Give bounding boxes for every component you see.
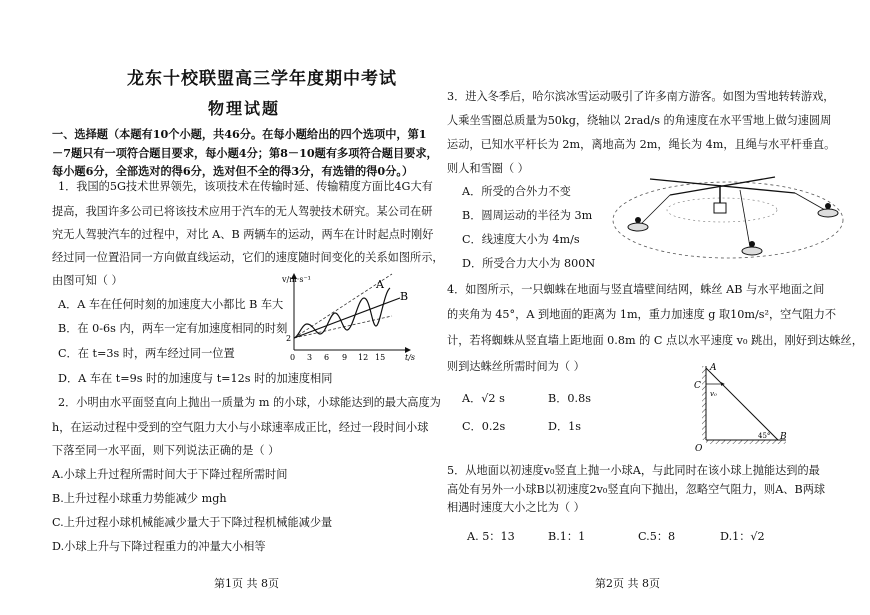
q5-option-d: D.1：√2 xyxy=(720,530,765,543)
q1-stem-line-5: 由图可知（ ） xyxy=(52,274,123,287)
q5-option-a: A. 5：13 xyxy=(467,530,515,543)
q3-option-a: A．所受的合外力不变 xyxy=(462,185,571,198)
q2-option-b: B.上升过程小球重力势能减少 mgh xyxy=(52,492,227,505)
q5-option-c: C.5：8 xyxy=(638,530,676,543)
left-page-footer: 第1页 共 8页 xyxy=(214,577,279,590)
q1-stem-line-3: 究无人驾驶汽车的过程中，对比 A、B 两辆车的运动，两车在计时起点时刚好 xyxy=(52,228,434,241)
q3-person-right xyxy=(825,203,831,209)
q3-stem-line-1: 3．进入冬季后，哈尔滨冰雪运动吸引了许多南方游客。如图为雪地转转游戏， xyxy=(447,90,835,103)
q2-option-a: A.小球上升过程所需时间大于下降过程所需时间 xyxy=(52,468,288,481)
q4-stem-line-4: 则到达蛛丝所需时间为（ ） xyxy=(447,360,585,373)
q1-vt-graph xyxy=(280,268,430,364)
right-page xyxy=(435,0,870,615)
q3-person-front xyxy=(749,241,755,247)
q5-stem-line-3: 相遇时速度大小之比为（ ） xyxy=(447,501,585,514)
q5-stem-line-2: 高处有另外一小球B以初速度2v₀竖直向下抛出，忽略空气阻力，则A、B两球 xyxy=(447,483,826,496)
q1-x-tick-12: 12 xyxy=(358,353,369,362)
q4-label-c: C xyxy=(694,381,701,391)
section1-line-1: 一、选择题（本题有10个小题，共46分。在每小题给出的四个选项中，第1 xyxy=(52,127,427,141)
exam-title: 龙东十校联盟高三学年度期中考试 xyxy=(127,69,397,89)
q2-option-c: C.上升过程小球机械能减少量大于下降过程机械能减少量 xyxy=(52,516,333,529)
q3-rope-right xyxy=(795,193,825,210)
q4-angle-label: 45° xyxy=(758,432,771,440)
q1-label-a: A xyxy=(376,278,384,291)
q3-snow-ring-left xyxy=(628,223,648,231)
q2-option-d: D.小球上升与下降过程重力的冲量大小相等 xyxy=(52,540,266,553)
q1-x-tick-3: 3 xyxy=(307,353,313,362)
q1-option-a: A．A 车在任何时刻的加速度大小都比 B 车大 xyxy=(58,298,284,311)
q1-option-b: B．在 0-6s 内，两车一定有加速度相同的时刻 xyxy=(58,322,288,335)
section1-line-2: －7题只有一项符合题目要求，每小题4分；第8－10题有多项符合题目要求， xyxy=(52,146,438,160)
q1-stem-line-1: 1．我国的5G技术世界领先，该项技术在传输时延、传输精度方面比4G大有 xyxy=(58,180,433,193)
q4-wall-hatch xyxy=(702,366,706,440)
q2-stem-line-3: 下落至同一水平面，则下列说法正确的是（ ） xyxy=(52,444,280,457)
q4-label-v0: v₀ xyxy=(710,390,717,398)
q4-option-d: D．1s xyxy=(548,420,582,433)
q4-stem-line-1: 4．如图所示，一只蜘蛛在地面与竖直墙壁间结网，蛛丝 AB 与水平地面之间 xyxy=(447,283,825,296)
q4-silk-ab xyxy=(706,368,778,440)
right-page-footer: 第2页 共 8页 xyxy=(595,577,660,590)
q1-origin-label: 0 xyxy=(290,353,296,362)
q3-stem-line-3: 运动，已知水平杆长为 2m，离地高为 2m，绳长为 4m，且绳与水平杆垂直。 xyxy=(447,138,836,151)
section1-line-3: 每小题6分，全部选对的得6分，选对但不全的得3分，有选错的得0分。） xyxy=(52,164,414,178)
q3-rope-front xyxy=(740,190,750,247)
q5-option-b: B.1：1 xyxy=(548,530,586,543)
q1-line-a xyxy=(294,288,390,338)
q3-option-b: B．圆周运动的半径为 3m xyxy=(462,209,593,222)
q4-option-b: B．0.8s xyxy=(548,392,591,405)
q4-label-o: O xyxy=(695,444,703,452)
q4-ground-hatch xyxy=(706,440,786,444)
q1-ylabel: v/m·s⁻¹ xyxy=(282,275,311,284)
q1-x-tick-15: 15 xyxy=(375,353,386,362)
q4-spider-figure xyxy=(692,360,802,452)
q3-stem-line-4: 则人和雪圈（ ） xyxy=(447,162,529,175)
q1-x-tick-6: 6 xyxy=(324,353,330,362)
q1-y-tick-2: 2 xyxy=(286,334,292,343)
q5-stem-line-1: 5．从地面以初速度v₀竖直上抛一小球A，与此同时在该小球上抛能达到的最 xyxy=(447,464,820,477)
q4-label-a: A xyxy=(710,363,717,373)
q1-option-c: C．在 t=3s 时，两车经过同一位置 xyxy=(58,347,235,360)
q1-option-d: D．A 车在 t=9s 时的加速度与 t=12s 时的加速度相同 xyxy=(58,372,333,385)
q3-option-c: C．线速度大小为 4m/s xyxy=(462,233,580,246)
q1-stem-line-2: 提高，我国许多公司已将该技术应用于汽车的无人驾驶技术研究。某公司在研 xyxy=(52,205,433,218)
q4-option-a: A．√2 s xyxy=(462,392,505,405)
q3-circular-path xyxy=(613,182,843,258)
q1-stem-line-4: 经过同一位置沿同一方向做直线运动，它们的速度随时间变化的关系如图所示， xyxy=(52,251,444,264)
q4-label-b: B xyxy=(780,432,787,442)
q3-rope-left xyxy=(640,195,670,225)
q3-horizontal-rod-2 xyxy=(670,177,775,195)
q1-x-tick-9: 9 xyxy=(342,353,348,362)
q3-option-d: D．所受合力大小为 800N xyxy=(462,257,596,270)
q1-label-b: B xyxy=(400,290,409,303)
q2-stem-line-2: h，在运动过程中受到的空气阻力大小与小球速率成正比，经过一段时间小球 xyxy=(52,421,429,434)
q3-person-left xyxy=(635,217,641,223)
q4-stem-line-3: 计，若将蜘蛛从竖直墙上距地面 0.8m 的 C 点以水平速度 v₀ 跳出，刚好到达蛛丝， xyxy=(447,334,863,347)
q1-xlabel: t/s xyxy=(405,353,416,362)
subject-title: 物理试题 xyxy=(208,99,281,118)
q4-option-c: C．0.2s xyxy=(462,420,506,433)
q3-snow-ring-front xyxy=(742,247,762,255)
q3-snow-ride-figure xyxy=(610,165,850,265)
q4-stem-line-2: 的夹角为 45°，A 到地面的距离为 1m，重力加速度 g 取10m/s²，空气阻力不 xyxy=(447,308,837,321)
q3-stem-line-2: 人乘坐雪圈总质量为50kg，绕轴以 2rad/s 的角速度在水平雪地上做匀速圆周 xyxy=(447,114,832,127)
q3-axis-base xyxy=(714,203,726,213)
q3-snow-ring-right xyxy=(818,209,838,217)
q2-stem-line-1: 2．小明由水平面竖直向上抛出一质量为 m 的小球，小球能达到的最大高度为 xyxy=(58,396,441,409)
